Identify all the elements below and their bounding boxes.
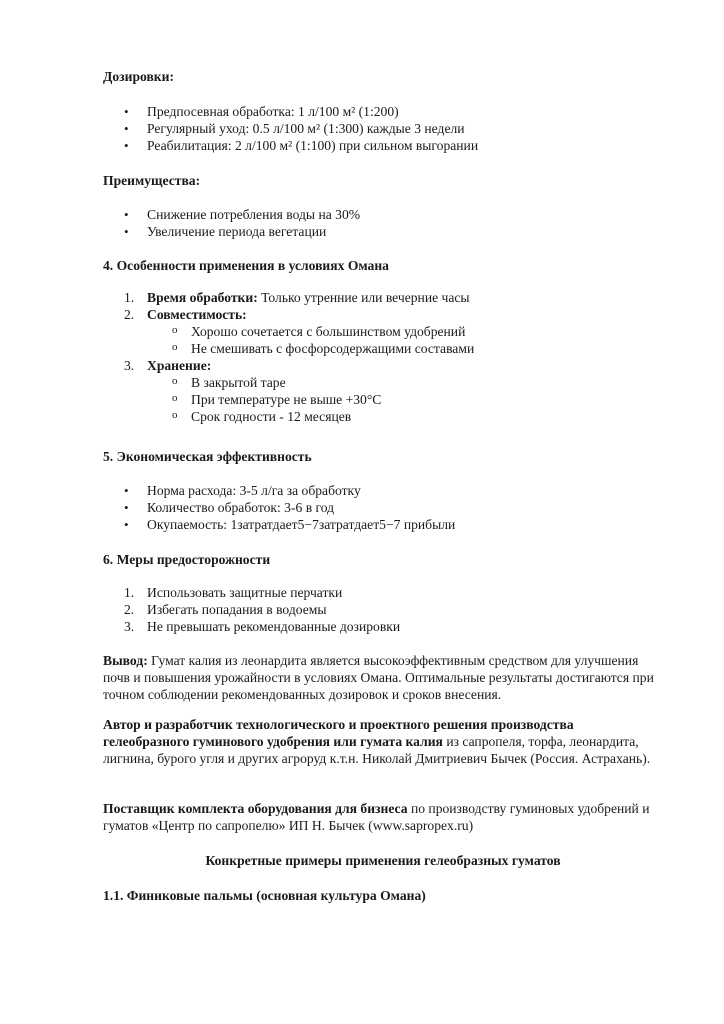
list-item: • Увеличение периода вегетации — [103, 223, 663, 240]
subsection-heading: 1.1. Финиковые пальмы (основная культура Омана) — [103, 888, 426, 903]
author-label: Автор и разработчик технологического и проектного решения производства гелеобразного гуминового удобрения или гумата калия — [103, 717, 574, 749]
sub-list-item: o Срок годности - 12 месяцев — [103, 408, 663, 425]
advantages-list — [103, 206, 663, 240]
item-label: Совместимость: — [147, 307, 247, 322]
dosage-heading: Дозировки: — [103, 69, 174, 84]
item-number: 3. — [124, 619, 135, 634]
list-item: • Предпосевная обработка: 1 л/100 м² (1:200) — [103, 103, 663, 120]
sub-list-item: o Хорошо сочетается с большинством удобрений — [103, 323, 663, 340]
supplier-paragraph — [103, 800, 663, 834]
list-item: • Окупаемость: 1затратдает5−7затратдает5−7 прибыли — [103, 516, 663, 533]
list-item — [103, 289, 663, 306]
author-text: из сапропеля, торфа, леонардита, лигнина, бурого угля и других агроруд к.т.н. Николай Дмитриевич Бычек (Россия. Астрахань). — [103, 734, 651, 766]
author-paragraph — [103, 716, 663, 767]
sub-list-item: o В закрытой таре — [103, 374, 663, 391]
advantages-heading: Преимущества: — [103, 173, 201, 188]
conclusion-text: Гумат калия из леонардита является высокоэффективным средством для улучшения почв и повышения урожайности в условиях Омана. Оптимальные результаты достигаются при точном соблюдении рекомендованных дозировок и сроков внесения. — [103, 653, 654, 702]
list-item — [103, 584, 663, 601]
list-item: • Регулярный уход: 0.5 л/100 м² (1:300) каждые 3 недели — [103, 120, 663, 137]
list-item: • Норма расхода: 3-5 л/га за обработку — [103, 482, 663, 499]
list-item: • Реабилитация: 2 л/100 м² (1:100) при сильном выгорании — [103, 137, 663, 154]
item-text: Только утренние или вечерние часы — [257, 290, 470, 305]
item-text: Использовать защитные перчатки — [147, 585, 343, 600]
supplier-label: Поставщик комплекта оборудования для бизнеса — [103, 801, 408, 816]
item-number: 2. — [124, 602, 135, 617]
item-label: Хранение: — [147, 358, 212, 373]
item-number: 3. — [124, 358, 135, 373]
list-item — [103, 618, 663, 635]
sub-list-item: o Не смешивать с фосфорсодержащими составами — [103, 340, 663, 357]
list-item — [103, 357, 663, 374]
dosage-list — [103, 103, 663, 154]
conclusion-paragraph — [103, 652, 663, 703]
section-6-list — [103, 584, 663, 635]
conclusion-label: Вывод: — [103, 653, 148, 668]
sub-list-item: o При температуре не выше +30°C — [103, 391, 663, 408]
section-4-list — [103, 289, 663, 425]
list-item: • Количество обработок: 3-6 в год — [103, 499, 663, 516]
item-label: Время обработки: — [147, 290, 258, 305]
item-number: 1. — [124, 585, 135, 600]
section-4-heading: 4. Особенности применения в условиях Омана — [103, 258, 389, 273]
list-item — [103, 601, 663, 618]
item-number: 2. — [124, 307, 135, 322]
examples-heading: Конкретные примеры применения гелеобразных гуматов — [205, 853, 561, 868]
item-text: Не превышать рекомендованные дозировки — [147, 619, 401, 634]
supplier-text: по производству гуминовых удобрений и гуматов «Центр по сапропелю» ИП Н. Бычек (www.sapropex.ru) — [103, 801, 650, 833]
section-5-heading: 5. Экономическая эффективность — [103, 449, 312, 464]
list-item — [103, 306, 663, 323]
section-6-heading: 6. Меры предосторожности — [103, 552, 271, 567]
list-item: • Снижение потребления воды на 30% — [103, 206, 663, 223]
item-number: 1. — [124, 290, 135, 305]
item-text: Избегать попадания в водоемы — [147, 602, 327, 617]
section-5-list — [103, 482, 663, 533]
